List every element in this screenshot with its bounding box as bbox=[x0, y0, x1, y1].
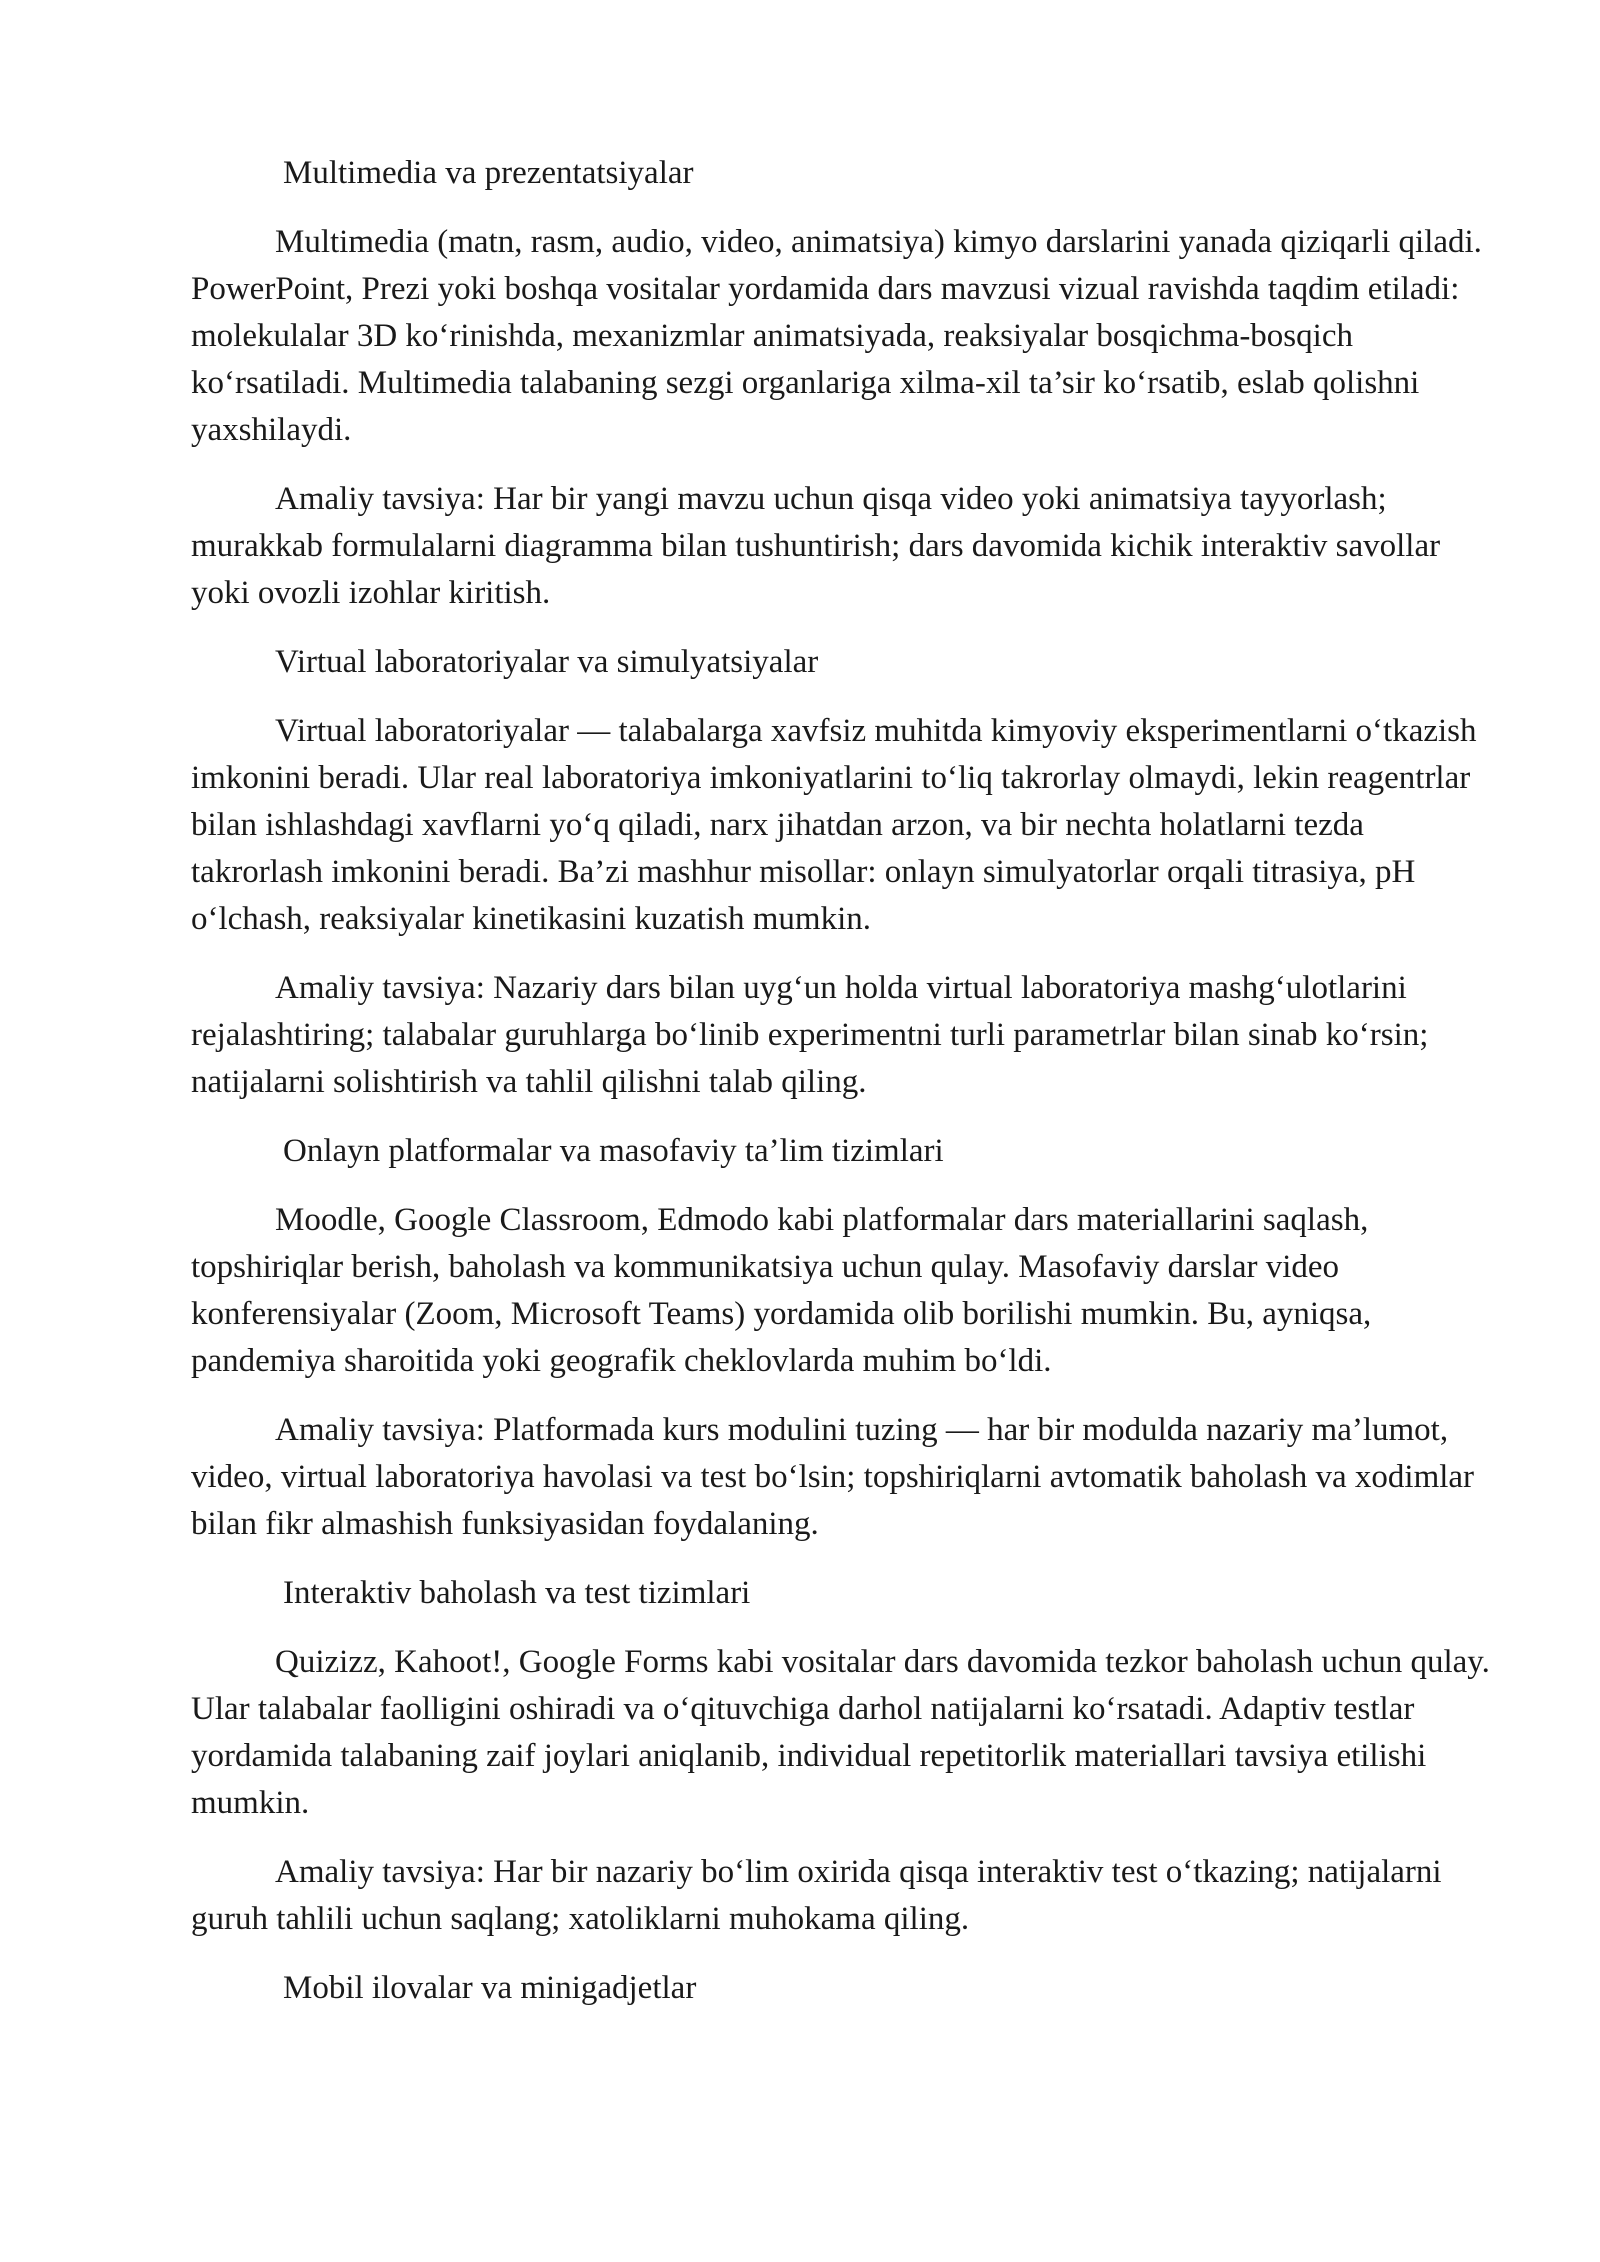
section-heading-multimedia: Multimedia va prezentatsiyalar bbox=[283, 155, 694, 191]
paragraph-online-platforms-intro: Moodle, Google Classroom, Edmodo kabi platformalar dars materiallarini saqlash, topshiriqlar berish, baholash va kommunikatsiya uchun qulay. Masofaviy darslar video konferensiyalar (Zoom, Microsoft Teams) yordamida olib borilishi mumkin. Bu, ayniqsa, pandemiya sharoitida yoki geografik cheklovlarda muhim bo‘ldi. bbox=[191, 1202, 1372, 1379]
paragraph-interactive-assessment-advice: Amaliy tavsiya: Har bir nazariy bo‘lim oxirida qisqa interaktiv test o‘tkazing; natijalarni guruh tahlili uchun saqlang; xatoliklarni muhokama qiling. bbox=[191, 1854, 1442, 1937]
section-heading-online-platforms: Onlayn platformalar va masofaviy ta’lim tizimlari bbox=[283, 1133, 944, 1169]
paragraph-virtual-labs-advice: Amaliy tavsiya: Nazariy dars bilan uyg‘un holda virtual laboratoriya mashg‘ulotlarini rejalashtiring; talabalar guruhlarga bo‘linib experimentni turli parametrlar bilan sinab ko‘rsin; natijalarni solishtirish va tahlil qilishni talab qiling. bbox=[191, 970, 1429, 1100]
paragraph-multimedia-intro: Multimedia (matn, rasm, audio, video, animatsiya) kimyo darslarini yanada qiziqarli qiladi. PowerPoint, Prezi yoki boshqa vositalar yordamida dars mavzusi vizual ravishda taqdim etiladi: molekulalar 3D ko‘rinishda, mexanizmlar animatsiyada, reaksiyalar bosqichma-bosqich ko‘rsatiladi. Multimedia talabaning sezgi organlariga xilma-xil ta’sir ko‘rsatib, eslab qolishni yaxshilaydi. bbox=[191, 224, 1482, 448]
paragraph-virtual-labs-intro: Virtual laboratoriyalar — talabalarga xavfsiz muhitda kimyoviy eksperimentlarni o‘tkazish imkonini beradi. Ular real laboratoriya imkoniyatlarini to‘liq takrorlay olmaydi, lekin reagentrlar bilan ishlashdagi xavflarni yo‘q qiladi, narx jihatdan arzon, va bir nechta holatlarni tezda takrorlash imkonini beradi. Ba’zi mashhur misollar: onlayn simulyatorlar orqali titrasiya, pH o‘lchash, reaksiyalar kinetikasini kuzatish mumkin. bbox=[191, 713, 1477, 937]
section-heading-interactive-assessment: Interaktiv baholash va test tizimlari bbox=[283, 1575, 751, 1611]
section-heading-virtual-labs: Virtual laboratoriyalar va simulyatsiyalar bbox=[275, 644, 819, 680]
paragraph-online-platforms-advice: Amaliy tavsiya: Platformada kurs modulini tuzing — har bir modulda nazariy ma’lumot, video, virtual laboratoriya havolasi va test bo‘lsin; topshiriqlarni avtomatik baholash va xodimlar bilan fikr almashish funksiyasidan foydalaning. bbox=[191, 1412, 1475, 1542]
document-body bbox=[191, 150, 1491, 2034]
section-heading-mobile-apps: Mobil ilovalar va minigadjetlar bbox=[283, 1970, 697, 2006]
paragraph-multimedia-advice: Amaliy tavsiya: Har bir yangi mavzu uchun qisqa video yoki animatsiya tayyorlash; murakkab formulalarni diagramma bilan tushuntirish; dars davomida kichik interaktiv savollar yoki ovozli izohlar kiritish. bbox=[191, 481, 1441, 611]
paragraph-interactive-assessment-intro: Quizizz, Kahoot!, Google Forms kabi vositalar dars davomida tezkor baholash uchun qulay. Ular talabalar faolligini oshiradi va o‘qituvchiga darhol natijalarni ko‘rsatadi. Adaptiv testlar yordamida talabaning zaif joylari aniqlanib, individual repetitorlik materiallari tavsiya etilishi mumkin. bbox=[191, 1644, 1490, 1821]
